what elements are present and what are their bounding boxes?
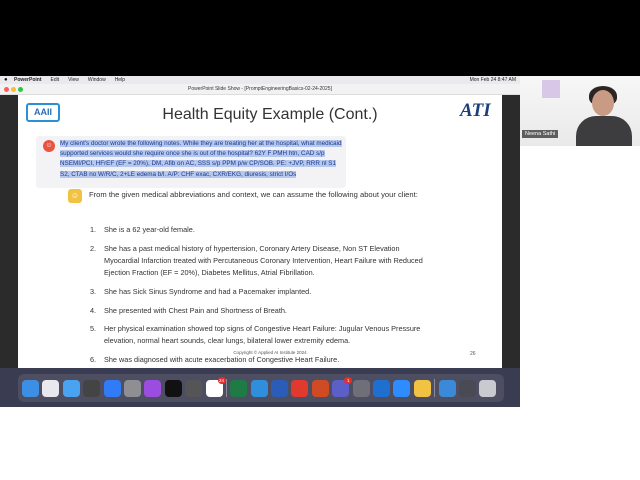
trash-icon[interactable] xyxy=(479,380,496,397)
presenter-face xyxy=(592,90,614,116)
dock xyxy=(18,374,504,402)
slide-margin-right xyxy=(502,95,520,378)
participant-name: Neena Sathi xyxy=(522,130,558,138)
window-controls xyxy=(4,87,23,92)
vscode-icon[interactable] xyxy=(251,380,268,397)
list-item: 6. She was diagnosed with acute exacerbation of Congestive Heart Failure. xyxy=(90,355,340,365)
prompt-highlight: My client's doctor wrote the following notes. While they are treating her at the hospital, what medicaid supported services would she require once she is out of the hospital? 62Y F PMH htn, CAD s/p NSEMI/PCI, HFrEF (EF = 20%), DM, Afib on AC, SSS s/p PPM p/w CP/SOB. PE: +JVP, RRR nl S1 S2, CTAB no W/R/C, 2+LE edema b/l. A/P: CHF exac, CXR/EKG, diuresis, strict I/Os xyxy=(60,140,342,178)
menu-window[interactable]: Window xyxy=(87,77,106,83)
dock-separator xyxy=(434,379,435,397)
teams-icon[interactable] xyxy=(332,377,350,397)
list-item: 5. Her physical examination showed top signs of Congestive Heart Failure: Jugular Venous Pressure elevation, normal heart sounds, clear lungs, bilateral lower extremity edema. xyxy=(90,324,421,346)
ati-logo: ATI xyxy=(460,100,491,121)
answer-intro: From the given medical abbreviations and context, we can assume the following about your client: xyxy=(89,190,418,199)
preview-icon[interactable] xyxy=(439,380,456,397)
close-icon[interactable] xyxy=(4,87,9,92)
slide-margin-left xyxy=(0,95,18,378)
assistant-avatar-icon: ☺ xyxy=(68,189,82,203)
downloads-icon[interactable] xyxy=(459,380,476,397)
screen-recorder-icon[interactable] xyxy=(185,380,202,397)
menubar-clock[interactable]: Mon Feb 24 8:47 AM xyxy=(469,77,516,83)
mail-icon[interactable] xyxy=(63,380,80,397)
chrome-icon[interactable] xyxy=(414,380,431,397)
slide-footer: Copyright © Applied AI Institute 2024 xyxy=(233,350,307,355)
menubar xyxy=(0,76,520,84)
window-titlebar xyxy=(0,84,520,95)
word-icon[interactable] xyxy=(271,380,288,397)
launchpad-icon[interactable] xyxy=(42,380,59,397)
pencil-icon[interactable] xyxy=(83,380,100,397)
maximize-icon[interactable] xyxy=(18,87,23,92)
apple-tv-icon[interactable] xyxy=(165,380,182,397)
wall-poster xyxy=(542,80,560,98)
settings-icon[interactable] xyxy=(124,380,141,397)
slide-title: Health Equity Example (Cont.) xyxy=(162,106,378,123)
slide-page-number: 26 xyxy=(470,351,476,357)
list-item: 3. She has Sick Sinus Syndrome and had a Pacemaker implanted. xyxy=(90,286,312,296)
list-item: 4. She presented with Chest Pain and Shortness of Breath. xyxy=(90,305,287,315)
menu-view[interactable]: View xyxy=(68,77,79,83)
zoom-icon[interactable] xyxy=(393,380,410,397)
presenter-body xyxy=(576,116,632,146)
podcasts-icon[interactable] xyxy=(144,380,161,397)
acrobat-icon[interactable] xyxy=(291,380,308,397)
aaii-logo: AAII xyxy=(26,103,60,122)
app-store-icon[interactable] xyxy=(104,380,121,397)
outlook-icon[interactable] xyxy=(373,380,390,397)
notification-badge: 1 xyxy=(344,377,352,384)
notification-badge: 24 xyxy=(219,377,225,383)
dock-separator xyxy=(226,379,227,397)
menu-help[interactable]: Help xyxy=(114,77,125,83)
menu-edit[interactable]: Edit xyxy=(50,77,60,83)
user-avatar-icon: ☺ xyxy=(43,140,55,152)
prompt-text xyxy=(60,139,342,180)
screenshot-icon[interactable] xyxy=(353,380,370,397)
list-item: 2. She has a past medical history of hypertension, Coronary Artery Disease, Non ST Elevation Myocardial Infarction treated with Percutaneous Coronary Intervention, Heart Failure with Reduced Ejection Fraction (EF = 20%), Diabetes Mellitus, Atrial Fibrillation. xyxy=(90,243,423,278)
webcam-video xyxy=(520,76,640,146)
apple-icon[interactable]: ● xyxy=(4,77,8,83)
list-item: 1. She is a 62 year-old female. xyxy=(90,225,195,234)
excel-icon[interactable] xyxy=(230,380,247,397)
menu-app[interactable]: PowerPoint xyxy=(14,77,42,83)
letterbox-top xyxy=(0,0,640,76)
finder-icon[interactable] xyxy=(22,380,39,397)
calendar-icon[interactable] xyxy=(206,377,225,397)
minimize-icon[interactable] xyxy=(11,87,16,92)
powerpoint-icon[interactable] xyxy=(312,380,329,397)
window-title: PowerPoint Slide Show - [PromptEngineeringBasics-02-24-2025] xyxy=(188,86,332,92)
